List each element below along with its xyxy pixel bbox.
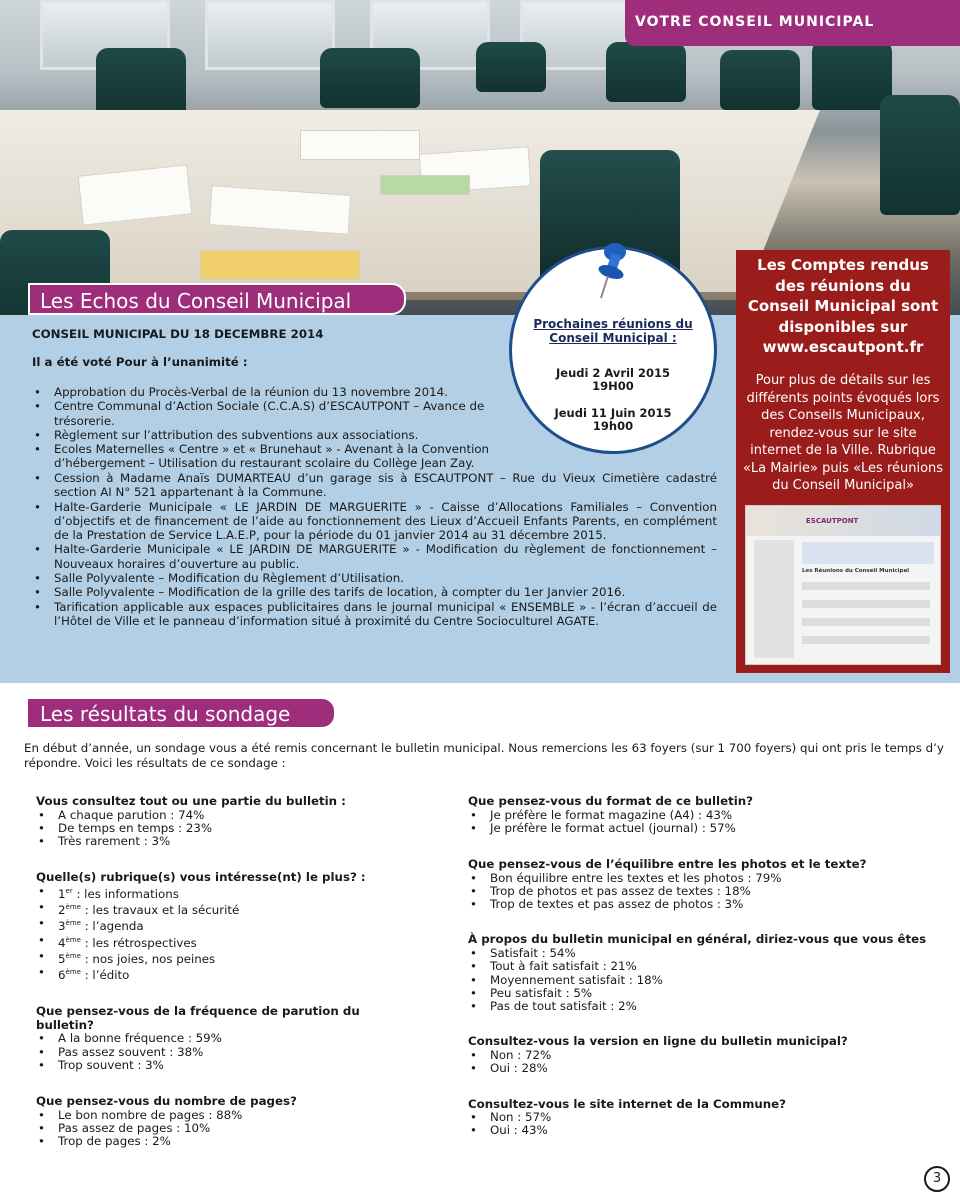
- survey-answers: [468, 947, 938, 1013]
- chair: [720, 50, 800, 110]
- rank-label: : les rétrospectives: [80, 935, 197, 950]
- survey-answers: [36, 809, 366, 849]
- site-row: [802, 600, 930, 608]
- rank-number: 6: [58, 967, 66, 982]
- site-banner: [746, 506, 940, 536]
- survey-answer: • Peu satisfait : 5%: [468, 987, 938, 1000]
- survey-answer: • Je préfère le format actuel (journal) : 57%: [468, 822, 938, 835]
- meetings-title-line: Conseil Municipal :: [549, 331, 677, 345]
- rank-number: 4: [58, 935, 66, 950]
- survey-rank-item: [36, 950, 366, 966]
- list-item: • Règlement sur l’attribution des subventions aux associations.: [32, 428, 502, 442]
- survey-question: Que pensez-vous de la fréquence de parution du bulletin?: [36, 1004, 360, 1032]
- survey-rank-item: [36, 934, 366, 950]
- survey-question-block: [468, 1035, 938, 1075]
- survey-question-block: [36, 1095, 366, 1148]
- survey-answer: • Trop de textes et pas assez de photos : 3%: [468, 898, 938, 911]
- site-row: [802, 582, 930, 590]
- survey-answer: • Moyennement satisfait : 18%: [468, 974, 938, 987]
- website-screenshot: [745, 505, 941, 665]
- survey-answer: • Le bon nombre de pages : 88%: [36, 1109, 366, 1122]
- survey-question-block: [36, 871, 366, 982]
- rank-label: : nos joies, nos peines: [80, 951, 216, 966]
- meeting-2: [512, 407, 714, 433]
- site-row: [802, 636, 930, 644]
- list-item: • Ecoles Maternelles « Centre » et « Brunehaut » - Avenant à la Convention d’hébergement – Utilisation du restaurant scolaire du Collège Jean Zay.: [32, 442, 502, 471]
- survey-question: À propos du bulletin municipal en général, diriez-vous que vous êtes: [468, 932, 927, 947]
- survey-answer: • Non : 57%: [468, 1111, 938, 1124]
- survey-answer: • Je préfère le format magazine (A4) : 43%: [468, 809, 938, 822]
- survey-question: Que pensez-vous du nombre de pages?: [36, 1094, 297, 1109]
- paper: [300, 130, 420, 160]
- rank-label: : l’édito: [80, 967, 130, 982]
- survey-question-block: [468, 858, 938, 911]
- rank-number: 1: [58, 886, 66, 901]
- page-number: 3: [924, 1166, 950, 1192]
- paper: [380, 175, 470, 195]
- survey-question-block: [36, 795, 366, 848]
- survey-answer: • A la bonne fréquence : 59%: [36, 1032, 366, 1045]
- survey-answers: [36, 1109, 366, 1149]
- site-image: [802, 542, 934, 564]
- list-item: • Halte-Garderie Municipale « LE JARDIN DE MARGUERITE » - Modification du règlement de fonctionnement – Nouveaux horaires d’ouverture au public.: [32, 542, 717, 571]
- list-item: • Salle Polyvalente – Modification de la grille des tarifs de location, à compter du 1er Janvier 2016.: [32, 585, 717, 599]
- rank-suffix: ème: [65, 951, 81, 960]
- sondage-intro: En début d’année, un sondage vous a été remis concernant le bulletin municipal. Nous remercions les 63 foyers (sur 1 700 foyers) qui ont pris le temps d’y répondre. Voici les résultats de ce sondage :: [24, 741, 944, 770]
- survey-answer: • Trop de photos et pas assez de textes : 18%: [468, 885, 938, 898]
- survey-question-block: [468, 795, 938, 835]
- survey-answer: • Tout à fait satisfait : 21%: [468, 960, 938, 973]
- rank-label: : l’agenda: [80, 919, 144, 934]
- survey-answer: • Pas assez souvent : 38%: [36, 1046, 366, 1059]
- comptes-heading: Les Comptes rendus des réunions du Conseil Municipal sont disponibles sur: [747, 256, 939, 336]
- meetings-title: [512, 317, 714, 345]
- meeting-time: 19h00: [592, 419, 634, 433]
- survey-answers: [468, 872, 938, 912]
- list-item: • Salle Polyvalente – Modification du Règlement d’Utilisation.: [32, 571, 717, 585]
- survey-answer: • Oui : 43%: [468, 1124, 938, 1137]
- survey-rank-item: [36, 885, 366, 901]
- rank-number: 5: [58, 951, 66, 966]
- sondage-title: Les résultats du sondage: [26, 697, 336, 729]
- site-sidebar: [754, 540, 794, 658]
- survey-answers: [468, 1111, 938, 1138]
- site-page-title: Les Réunions du Conseil Municipal: [802, 568, 910, 574]
- survey-answer: • A chaque parution : 74%: [36, 809, 366, 822]
- survey-answers: [468, 1049, 938, 1076]
- survey-question-block: [468, 1098, 938, 1138]
- survey-answer: • De temps en temps : 23%: [36, 822, 366, 835]
- echos-title: Les Echos du Conseil Municipal: [28, 283, 406, 315]
- paper: [200, 250, 360, 280]
- rank-suffix: ème: [65, 919, 81, 928]
- survey-question: Consultez-vous la version en ligne du bulletin municipal?: [468, 1034, 848, 1049]
- chair: [320, 48, 420, 108]
- survey-question-block: [468, 933, 938, 1013]
- rank-suffix: ème: [65, 935, 81, 944]
- meeting-1: [512, 367, 714, 393]
- list-item: • Halte-Garderie Municipale « LE JARDIN DE MARGUERITE » - Caisse d’Allocations Familiales – Convention d’objectifs et de financement de l’aide au fonctionnement des Lieux d’Accueil Enfants Parents, en complément de la Prestation de Service L.A.E.P, pour la période du 01 janvier 2014 au 31 décembre 2015.: [32, 500, 717, 543]
- chair: [96, 48, 186, 118]
- window: [205, 0, 335, 70]
- rank-number: 3: [58, 919, 66, 934]
- survey-answer: • Pas de tout satisfait : 2%: [468, 1000, 938, 1013]
- survey-answer: • Satisfait : 54%: [468, 947, 938, 960]
- rank-number: 2: [58, 903, 66, 918]
- website-link[interactable]: www.escautpont.fr: [762, 338, 924, 356]
- rank-suffix: ème: [65, 903, 81, 912]
- section-label: VOTRE CONSEIL MUNICIPAL: [625, 0, 960, 46]
- survey-answers: [36, 1032, 366, 1072]
- list-item: • Approbation du Procès-Verbal de la réunion du 13 novembre 2014.: [32, 385, 502, 399]
- survey-question: Vous consultez tout ou une partie du bulletin :: [36, 794, 346, 808]
- rank-suffix: er: [65, 886, 73, 895]
- survey-answer: • Très rarement : 3%: [36, 835, 366, 848]
- site-name: ESCAUTPONT: [806, 517, 859, 525]
- survey-answers: [36, 885, 366, 982]
- chair: [606, 42, 686, 102]
- chair: [880, 95, 960, 215]
- vote-statement: Il a été voté Pour à l’unanimité :: [32, 355, 248, 369]
- survey-question: Consultez-vous le site internet de la Commune?: [468, 1096, 787, 1111]
- rank-suffix: ème: [65, 967, 81, 976]
- survey-question: Que pensez-vous de l’équilibre entre les photos et le texte?: [468, 857, 867, 872]
- comptes-body: Pour plus de détails sur les différents points évoqués lors des Conseils Municipaux, rendez-vous sur le site internet de la Ville. Rubrique «La Mairie» puis «Les réunions du Conseil Municipal»: [742, 373, 944, 493]
- survey-answers: [468, 809, 938, 836]
- survey-left-column: [36, 795, 366, 1148]
- survey-right-column: [468, 795, 938, 1138]
- meeting-time: 19H00: [592, 379, 634, 393]
- survey-rank-item: [36, 966, 366, 982]
- push-pin-icon: [593, 240, 631, 300]
- survey-question: Quelle(s) rubrique(s) vous intéresse(nt) le plus? :: [36, 870, 366, 885]
- list-item: • Cession à Madame Anaïs DUMARTEAU d’un garage sis à ESCAUTPONT – Rue du Vieux Cimetière cadastré section AI N° 521 appartenant à la Commune.: [32, 471, 717, 500]
- list-item: • Centre Communal d’Action Sociale (C.C.A.S) d’ESCAUTPONT – Avance de trésorerie.: [32, 399, 502, 428]
- meeting-date: Jeudi 11 Juin 2015: [554, 406, 672, 420]
- survey-answer: • Trop souvent : 3%: [36, 1059, 366, 1072]
- survey-answer: • Oui : 28%: [468, 1062, 938, 1075]
- survey-answer: • Non : 72%: [468, 1049, 938, 1062]
- meeting-date: Jeudi 2 Avril 2015: [555, 366, 670, 380]
- rank-label: : les informations: [72, 886, 179, 901]
- chair: [812, 40, 892, 110]
- echos-list-b: [32, 471, 717, 628]
- survey-question: Que pensez-vous du format de ce bulletin?: [468, 794, 753, 808]
- meetings-title-line: Prochaines réunions du: [533, 317, 693, 331]
- survey-answer: • Bon équilibre entre les textes et les photos : 79%: [468, 872, 938, 885]
- chair: [476, 42, 546, 92]
- survey-answer: • Pas assez de pages : 10%: [36, 1122, 366, 1135]
- list-item: • Tarification applicable aux espaces publicitaires dans le journal municipal « ENSEMBLE » - l’écran d’accueil de l’Hôtel de Ville et le panneau d’information situé à proximité du Centre Socioculturel AGATE.: [32, 600, 717, 629]
- echos-list-a: [32, 385, 502, 471]
- rank-label: : les travaux et la sécurité: [80, 903, 240, 918]
- survey-question-block: [36, 1005, 366, 1072]
- survey-answer: • Trop de pages : 2%: [36, 1135, 366, 1148]
- survey-rank-item: [36, 917, 366, 933]
- survey-rank-item: [36, 901, 366, 917]
- site-row: [802, 618, 930, 626]
- session-heading: CONSEIL MUNICIPAL DU 18 DECEMBRE 2014: [32, 327, 324, 341]
